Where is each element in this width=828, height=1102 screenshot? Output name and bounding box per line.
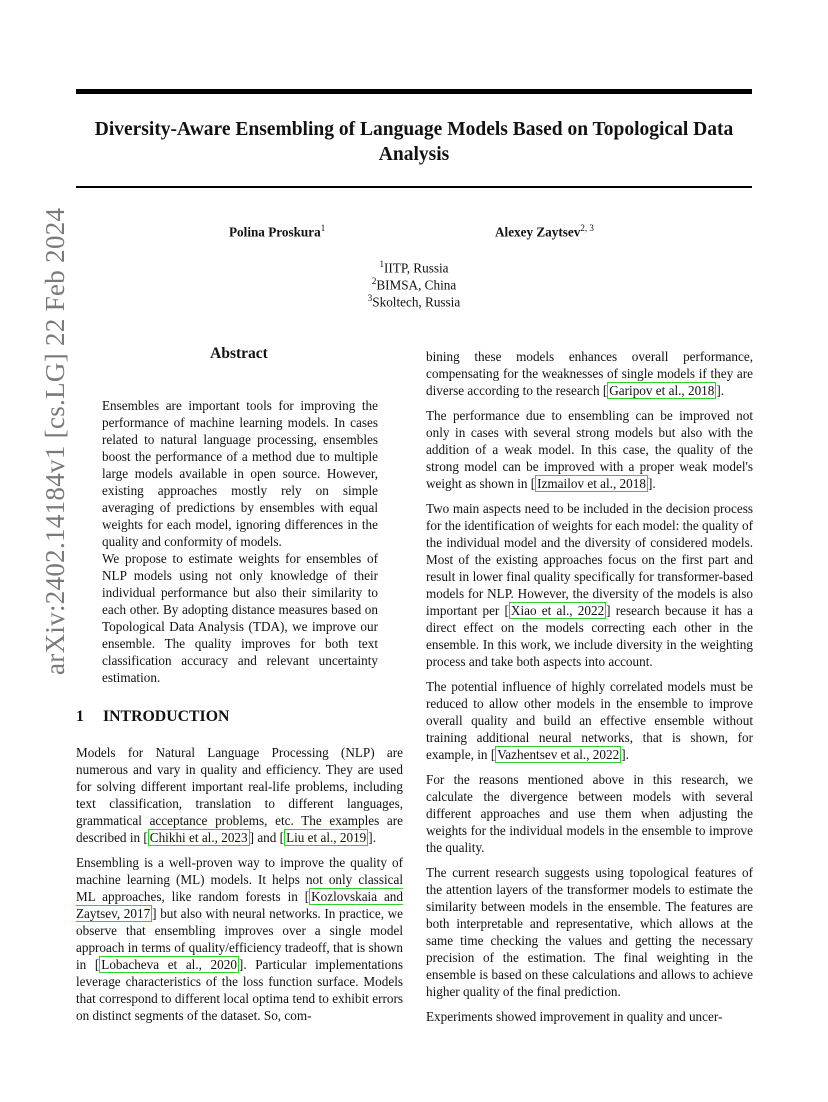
citation-bracket: ] (716, 383, 721, 398)
text: and (254, 830, 280, 845)
affiliation-text: BIMSA, China (376, 277, 457, 293)
section-number: 1 (76, 708, 84, 725)
citation-bracket: [ (530, 476, 536, 491)
abstract-body (102, 397, 378, 686)
top-rule (76, 89, 752, 94)
paragraph: Experiments showed improvement in quality and uncer- (426, 1009, 723, 1024)
affiliation-text: IITP, Russia (384, 260, 449, 276)
title-rule (76, 186, 752, 188)
paragraph (426, 407, 753, 492)
left-column-text (76, 744, 403, 1032)
paragraph (426, 678, 753, 763)
citation-bracket: [ (602, 383, 608, 398)
text: The potential influence of highly correlated models must be reduced to allow other models in the ensemble to improve overall quality and build an effective ensemble without training additional neural networks, that is shown, for example, in (426, 679, 753, 762)
citation-link[interactable]: Izmailov et al., 2018 (537, 476, 646, 491)
citation-link[interactable]: Xiao et al., 2022 (510, 603, 605, 618)
citation-link[interactable]: Chikhi et al., 2023 (149, 830, 248, 845)
affiliation-3 (300, 290, 528, 310)
citation-bracket: ] (606, 603, 611, 618)
paper-title: Diversity-Aware Ensembling of Language Models Based on Topological Data Analysis (94, 119, 734, 165)
paragraph (426, 500, 753, 670)
citation-bracket: ] (621, 747, 626, 762)
text: Ensembling is a well-proven way to improve the quality of machine learning (ML) models. It helps not only classical ML approaches, like random forests in (76, 855, 403, 904)
author-1 (229, 223, 325, 240)
text: . Particular implementations leverage characteristics of the loss function surface. Models that correspond to different local optima tend to exhibit errors on distinct segments of the dataset. So, com- (76, 957, 403, 1023)
author-name: Alexey Zaytsev (495, 224, 581, 240)
text: Models for Natural Language Processing (NLP) are numerous and vary in quality and efficiency. They are used for solving different important real-life problems, including text classification, translation to different languages, grammatical acceptance problems, etc. The examples are described in (76, 745, 403, 845)
citation-bracket: [ (279, 830, 285, 845)
paragraph (426, 348, 753, 399)
citation-link[interactable]: Lobacheva et al., 2020 (101, 957, 237, 972)
text: bining these models enhances overall performance, compensating for the weaknesses of single models if they are diverse according to the research (426, 349, 753, 398)
right-column-text (426, 348, 753, 1033)
arxiv-identifier: arXiv:2402.14184v1 [cs.LG] 22 Feb 2024 (40, 207, 70, 675)
author-sup: 1 (320, 223, 326, 233)
paragraph: For the reasons mentioned above in this research, we calculate the divergence between models with several different approaches and use them when adjusting the weights for the individual models in the ensemble to improve the quality. (426, 772, 753, 855)
text: Two main aspects need to be included in the decision process for the identification of weights for each model: the quality of the individual model and the diversity of considered models. Most of the existing approaches focus on the first part and result in lower final quality specifically for transformer-based models for NLP. However, the diversity of the models is also important per (426, 501, 753, 618)
citation-bracket: [ (490, 747, 496, 762)
affiliation-sup: 2 (371, 276, 377, 286)
paragraph: The current research suggests using topological features of the attention layers of the transformer models to estimate the similarity between models in the ensemble. The features are both interpretable and representative, which allows at the same time checking the values and getting the necessary precision of the estimation. The final weighting in the ensemble is based on these calculations and allows to achieve higher quality of the final prediction. (426, 865, 753, 999)
abstract-paragraph-2: We propose to estimate weights for ensembles of NLP models using not only knowledge of their individual performance but also their similarity to each other. By adopting distance measures based on Topological Data Analysis (TDA), we improve our ensemble. The quality improves for both text classification accuracy and relevant uncertainty estimation. (102, 551, 378, 685)
text: . (625, 747, 629, 762)
citation-bracket: ] (249, 830, 255, 845)
abstract-heading: Abstract (210, 345, 268, 362)
citation-bracket: [ (504, 603, 509, 618)
author-2 (495, 223, 594, 240)
text: but also with neural networks. In practice, we observe that ensembling improves over a single model approach in terms of quality/efficiency tradeoff, that is shown in (76, 906, 403, 972)
author-name: Polina Proskura (229, 224, 321, 240)
citation-link[interactable]: Garipov et al., 2018 (609, 383, 715, 398)
citation-link[interactable]: Kozlovskaia and Zaytsev, 2017 (76, 889, 403, 921)
citation-bracket: [ (143, 830, 148, 845)
citation-bracket: [ (304, 889, 310, 904)
abstract-paragraph-1: Ensembles are important tools for improving the performance of machine learning models. In cases related to natural language processing, ensembles boost the performance of a method due to multiple large models available in open source. However, existing approaches mostly rely on simple averaging of predictions by ensembles with equal weights for each model, ignoring differences in the quality and conformity of models. (102, 398, 378, 549)
paragraph (76, 744, 403, 846)
citation-link[interactable]: Vazhentsev et al., 2022 (497, 747, 620, 762)
text: research because it has a direct effect on the models correcting each other in the ensemble. In this work, we include diversity in the weighting process and take both aspects into account. (426, 603, 753, 669)
text: The performance due to ensembling can be improved not only in cases with several strong models but also with the addition of a weak model. In this case, the quality of the strong model can be improved with a proper weak model's weight as shown in (426, 408, 753, 491)
paragraph (76, 854, 403, 1024)
author-sup: 2, 3 (580, 223, 594, 233)
citation-bracket: ] (647, 476, 653, 491)
citation-link[interactable]: Liu et al., 2019 (286, 830, 367, 845)
citation-bracket: [ (94, 957, 100, 972)
section-heading (76, 708, 229, 726)
affiliation-sup: 3 (367, 293, 373, 303)
citation-bracket: ] (238, 957, 244, 972)
text: . (372, 830, 376, 845)
section-title: INTRODUCTION (103, 708, 230, 725)
citation-bracket: ] (152, 906, 157, 921)
text: . (652, 476, 656, 491)
text: . (720, 383, 725, 398)
affiliation-sup: 1 (379, 259, 384, 269)
citation-bracket: ] (368, 830, 373, 845)
affiliation-text: Skoltech, Russia (372, 294, 461, 310)
